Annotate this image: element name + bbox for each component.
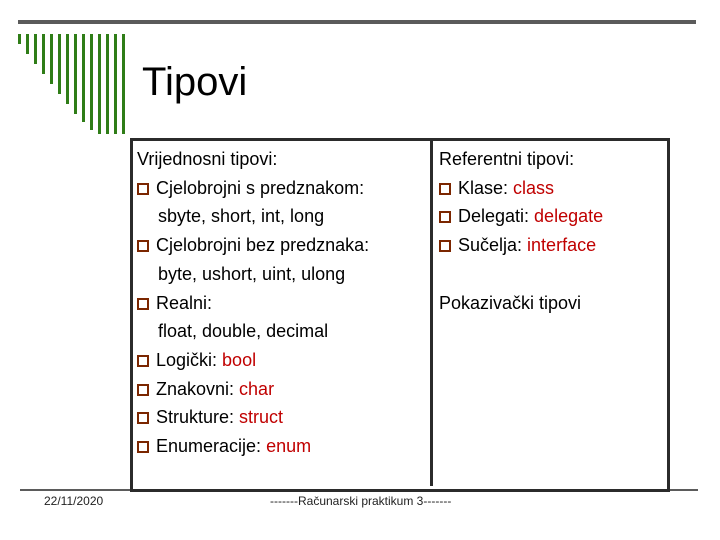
keyword: class	[513, 177, 555, 198]
keyword: struct	[239, 407, 284, 428]
keyword: char	[239, 378, 275, 399]
list-item: Logički: bool	[137, 346, 427, 375]
list-item-detail: sbyte, short, int, long	[158, 206, 325, 227]
square-bullet-icon	[439, 240, 451, 252]
slide-title: Tipovi	[142, 60, 248, 104]
list-item: Klase: class	[439, 174, 659, 203]
reference-types-column	[439, 145, 659, 317]
list-item: Cjelobrojni bez predznaka:	[137, 231, 427, 260]
list-item: Cjelobrojni s predznakom:	[137, 174, 427, 203]
square-bullet-icon	[137, 441, 149, 453]
decorative-bars	[18, 34, 138, 134]
list-item: Znakovni: char	[137, 375, 427, 404]
column-divider	[430, 140, 433, 486]
list-item: Delegati: delegate	[439, 202, 659, 231]
list-item: Enumeracije: enum	[137, 432, 427, 461]
keyword: delegate	[534, 206, 604, 227]
pointer-types-heading: Pokazivački tipovi	[439, 292, 582, 313]
footer-date: 22/11/2020	[44, 494, 104, 508]
list-item: Sučelja: interface	[439, 231, 659, 260]
reference-types-heading: Referentni tipovi:	[439, 149, 575, 169]
keyword: bool	[222, 349, 257, 370]
list-item: Strukture: struct	[137, 403, 427, 432]
square-bullet-icon	[137, 183, 149, 195]
list-item-detail: float, double, decimal	[158, 321, 329, 342]
square-bullet-icon	[137, 298, 149, 310]
square-bullet-icon	[439, 211, 451, 223]
square-bullet-icon	[137, 355, 149, 367]
square-bullet-icon	[137, 412, 149, 424]
list-item-detail: byte, ushort, uint, ulong	[158, 263, 346, 284]
top-rule	[18, 20, 696, 24]
footer-course: -------Računarski praktikum 3-------	[270, 494, 452, 508]
value-types-column	[137, 145, 427, 461]
list-item: Realni:	[137, 289, 427, 318]
square-bullet-icon	[137, 240, 149, 252]
keyword: interface	[527, 235, 597, 256]
square-bullet-icon	[137, 384, 149, 396]
keyword: enum	[266, 436, 312, 457]
square-bullet-icon	[439, 183, 451, 195]
value-types-heading: Vrijednosni tipovi:	[137, 149, 278, 169]
